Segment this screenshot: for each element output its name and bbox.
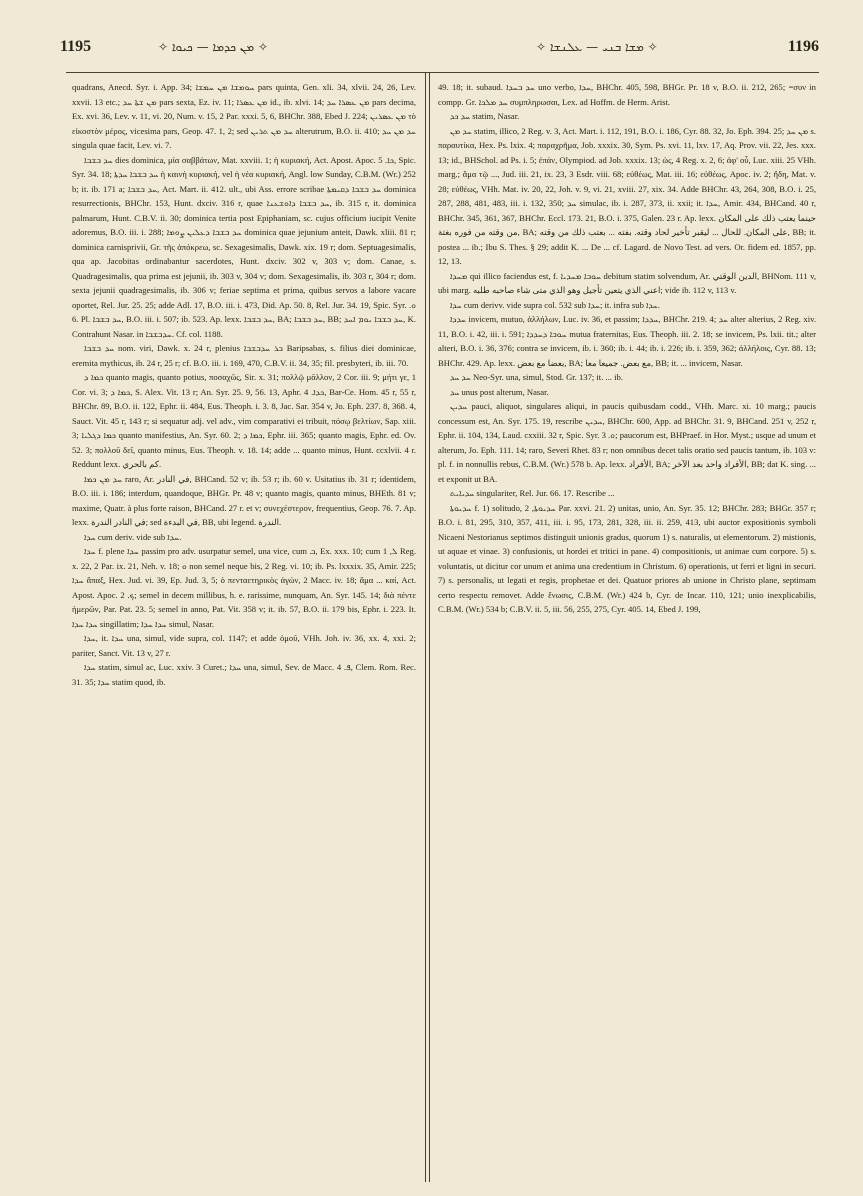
entry-paragraph: ܚܕܝܘܬܐ f. 1) solitudo, ܚܕܝܘܬܐ, 2 Par. xxvi. 21. 2) unitas, unio, An. Syr. 35. 12; BHChr. 283; BHGr. 357 r; B.O. i. 81, 295, 310, 357, 411, iii. i. 95, 173, 281, 328, iii. ii. 259, 413, ubi auctor expositionis symboli Nicaeni Nestorianus septimos distinguit unionis gradus, quorum 1) s. naturalis, ut elementorum. 2) mistionis, ut aquae et vinae. 3) confusionis, ut hordei et tritici in pane. 4) compositionis, ut animae cum corpore. 5) s. voluntatis, ut dicitur cor unum et anima una credentium in Christum. 6) operationis, ut ferri et ligni in securi. 7) s. personalis, ut legati et regis, prophetae et dei. Quatuor priores ab unione in Christo plane, septimam certo respectu removet. Adde ἕνωσις, C.B.M. (Wr.) 424 b, Cyr. de Incar. 110, 121; unio inexplicabilis, C.B.M. (Wr.) 534 b; C.B.V. ii. 5, iii. 56, 255, 275, Cyr. 405. 14, Ebed J. 199, <box>438 502 816 614</box>
entry-paragraph: ܚܕ unus post alterum, Nasar. <box>450 386 549 397</box>
right-running-title: ✧ ܡܫܐ ܒܢܝ — ܥܠܢܫܐ ✧ <box>536 40 658 54</box>
entry-paragraph: ܚܕܝܢ pauci, aliquot, singulares aliqui, in paucis quibusdam codd., VHh. Marc. xi. 10 marg.; paucis concessum est, An. Syr. 175. 19, rescribe ܚܕܝܢ, BHChr. 600, App. ad BHChr. 31. 9, BHCand. 251 v, 252 r, Ephr. ii. 104, 134, Laud. cxxiii. 32 r, Spic. Syr. ܘ. 3; paucorum est, BHPraef. in Hor. Myst.; usque ad unum et alterum, Jo. Eph. 111. 14; raro, Severi Rhet. 83 r; non omnibus decet talis oratio sed paucis tantum, ib. 103 v: pl. f. in nonnullis rebus, C.B.M. (Wr.) 578 b. Ap. lexx. الأفراد, BA; الأفراد واحد بعد الآخر, BB; dat K. sing. ... et exponit ut BA. <box>438 401 816 484</box>
entry-paragraph: ܚܕܐ cum deriv. vide sub ܚܕܐ. <box>84 531 182 542</box>
entry-paragraph: ܚܕܐ cum derivv. vide supra col. 532 sub ܚܕܐ; it. infra sub ܚܕܐ. <box>450 299 660 310</box>
right-page-number: 1196 <box>787 38 819 55</box>
entry-paragraph: ܚܕܐ, it. ܚܕܐ una, simul, vide supra, col. 1147; et adde ὁμοῦ, VHh. Joh. iv. 36, xx. 4, xxi. 2; pariter, Sanct. Vit. 13 v, 27 r. <box>72 633 416 658</box>
entry-paragraph: ܚܕܝܐܝܬ singulariter, Rel. Jur. 66. 17. Rescribe ... <box>450 488 615 498</box>
entry-paragraph: ܚܕܐ f. plene ܚܕܐ passim pro adv. usurpatur semel, una vice, cum ܒ, Ex. xxx. 10; cum ܠ, 1 Reg. x. 22, 2 Par. ix. 21, Neh. v. 18; ܘ non semel neque bis, 2 Reg. vi. 10; ib. Ps. lxxxix. 35, Amir. 225; ܚܕܐ ἅπαξ, Hex. Jud. vi. 39, Ep. Jud. 3, 5; ὁ πενταετηρικὸς ἀγών, 2 Macc. iv. 18; ἅμα ... καί, Act. Apost. Apoc. ܟ. 2; semel in decem millibus, h. e. rarissime, nunquam, An. Syr. 145. 14; διὰ πέντε ἡμερῶν, Par. Pat. 23. 5; semel in anno, Pat. Vit. 358 v; it. ib. 57, B.O. ii. 179 bis, Ephr. i. 223. It. ܚܕܐ ܚܕܐ singillatim; ܚܕܐ ܚܕܐ simul, Nasar. <box>72 546 416 629</box>
entry-paragraph: ܚܕ ܡܢ ܟܡܐ raro, Ar. في النادر, BHCand. 52 v; ib. 53 r; ib. 60 v. Usitatius ib. 31 r; identidem, B.O. iii. i. 186; interdum, quandoque, BHGr. Pr. 48 v; quanto magis, quanto minus, BHEth. 81 v; maxime, Quatr. à plus forte raison, BHCand. 27 r. et v; συνεχέστερον, frequentius, Geop. 76. 7. Ap. lexx. في النادر الندرة; sed في البدءة, BB, ubi legend. الندرة. <box>72 473 416 527</box>
entry-paragraph: ܚܕ ܟܕ statim, Nasar. <box>450 111 520 121</box>
page-header <box>60 38 819 62</box>
left-column <box>72 80 416 1182</box>
entry-paragraph: ܚܕ ܒܫܒܐ dies dominica, μία σαββάτων, Mat. xxviii. 1; ἡ κυριακή, Act. Apost. Apoc. ܟܐ. 5, Spic. Syr. 34. 18; ܚܕ ܒܫܒܐ ܚܕܬܐ ἡ καινὴ κυριακή, vel ἡ νέα κυριακή, Angl. low Sunday, C.B.M. (Wr.) 252 b; it. ib. 171 a; ܚܕ ܒܫܒܐ, Act. Mart. ii. 412. ult., ubi Ass. errore scribae ܚܕ ܒܫܒܐ ܕܩܝܡܬܐ dominica resurrectionis, BHChr. 153, Hunt. dxciv. 316 r, quae ܚܕ ܒܫܒܐ ܕܐܘܫܥܢܐ, ib. 315 r, it. dominica palmarum, Hunt. C.B.V. ii. 30; dominica tertia post Epiphaniam, sc. cujus officium iucipit Venite adoremus, B.O. iii. i. 288; ܚܕ ܒܫܒܐ ܕܥܠܝܢ ܨܘܡܐ dominica quae jejunium anteit, Dawk. xliii. 81 r; dominica carnisprivii, Gr. τῆς ἀπόκρεω, sc. Sexagesimalis, Dawk. xix. 19 r; dom. Septuagesimalis, qua ap. Jacobitas ordinabantur sacerdotes, Hunt. dxciv. 302 v, 303 v; dom. Canae, s. Quadragesimalis, qua prima est jejunii, ib. 303 v, 304 v; dom. Sexagesimalis, ib. 303 r, 304 r; dom. sexta jejunii quadragesimalis, ib. 306 v; feriae septima et prima, quibus servos a labore vacare oportet, Rel. Jur. 25. 25; adde Adl. 17, B.O. iii. i. 473, Did. Ap. 50. 8, Rel. Jur. 34. 19, Spic. Syr. ܘ. 6. Pl. ܚܕ ܒܫܒܐ, B.O. iii. i. 507; ib. 523. Ap. lexx. ܚܕ ܒܫܒܐ, BA; ܚܕ ܒܫܒܐ, BB; ܚܕ ܒܫܒܐ ܝܘܡ ܐܚܕ, K. Contrahunt Nasar. in ܚܕܒܫܒܐ. Cf. col. 1188. <box>72 154 416 339</box>
entry-paragraph: ܚܕ ܡܢ statim, illico, 2 Reg. v. 3, Act. Mart. i. 112, 191, B.O. i. 186, Cyr. 88. 32, Jo. Eph. 394. 25; ܡܢ ܚܕ s. παραυτίκα, Hex. Ps. lxix. 4; παραχρῆμα, Job. xxxix. 30, Sym. Ps. xvi. 11, lxv. 17, Aq. Prov. vii. 22, Jes. xxx. 13; id., BHSchol. ad Ps. i. 5; ἐπάν, Olympiod. ad Job. xxxix. 13; ὡς, 4 Reg. x. 2, 6; ἀφ' οὗ, Luc. xiii. 25 VHh. marg.; ἅμα τῷ ..., Jud. iii. 21, ix. 23, 3 Esdr. viii. 68; εὐθέως, Mat. iii. 16; εὐθέως, Apoc. iv. 2; ἤδη, Mat. v. 28; εὐθέως, VHh. Mat. iv. 20, 22, Joh. v. 9, vi. 21, xviii. 27, xix. 34. Adde BHChr. 43, 264, 308, B.O. i. 25, 287, 288, 481, 483, iii. i. 132, 350; ܚܕ simulac, ib. i. 287, 373, ii. xxii; it. ܚܕܐ, Amir. 434, BHCand. 40 r, BHChr. 345, 361, 367, BHChr. Eccl. 173. 21, B.O. i. 375, Galen. 23 r. Ap. lexx. حينما يعتب ذلك على المكان من وقته من فوره بغتة, BA; على المكان. للحال ... ليقبر تأخير لحاد وقته. بفته ... بعتب ذلك من وقته, BB; it. postea ... ib.; Ibu S. Thes. § 29; addit K. ... De ... cf. Lagard. de Novo Test. ad vers. Or. fidem ed. 1857, pp. 12, 13. <box>438 125 816 266</box>
entry-paragraph: ܚܕܕܐ invicem, mutuo, ἀλλήλων, Luc. iv. 36, et passim; ܚܕܕܐ, BHChr. 219. 4; ܚܕ alter alterius, 2 Reg. xiv. 11, B.O. i. 42, iii. i. 591; ܚܘܒܐ ܕܚܕܕܐ mutua fraternitas, Eus. Theoph. iii. 2. 18; se invicem, Ps. lxii. tit.; alter alteri, B.O. i. 36, 376; contra se invicem, ib. i. 360; ib. i. 44; ib. i. 226; ib. i. 359, 362; ἀλλήλοις, Cyr. 88. 13; BHChr. 429. Ap. lexx. بعضا مع بعض, BA; مع بعض. جميعا معا, BB; it. ... invicem, Nasar. <box>438 314 816 368</box>
column-divider <box>425 72 430 1182</box>
entry-paragraph: ܚܕ ܚܕ Neo-Syr. una, simul, Stod. Gr. 137; it. ... ib. <box>450 372 623 382</box>
entry-paragraph: 49. 18; it. subaud. ܚܕ ܒܚܕܐ uno verbo, ܚܕܐ, BHChr. 405, 598, BHGr. Pr. 18 v, B.O. ii. 212, 265; =συν in compp. Gr. ܚܕ ܡܠܟܐ συμπληρωσαι, Lex. ad Hoffm. de Herm. Arist. <box>438 82 816 107</box>
entry-paragraph: ܡܚܕܐ qui illico faciendus est, f. ܚܘܒܐ ܡܚܕܝܐ debitum statim solvendum, Ar. الدين الوقتي, BHNom. 111 v, ubi marg. اعني الذي يتعين تأجيل وهو الذي متى شاء صاحبه طلبه; vide ib. 112 v, 113 v. <box>438 270 816 295</box>
entry-paragraph: ܚܕ ܒܫܒܐ nom. viri, Dawk. x. 24 r, plenius ܒܪ ܚܕܒܫܒܐ Baripsabas, s. filius diei dominicae, eremita mythicus, ib. 24 r, 25 r; cf. B.O. iii. i. 169, 470, C.B.V. ii. 34, 35; fil. presbyteri, ib. iii. 70. <box>72 343 416 368</box>
entry-paragraph: quadrans, Anecd. Syr. i. App. 34; ܚܘܡܫܐ ܡܢ ܚܡܫܐ pars quinta, Gen. xli. 34, xlvii. 24, 26, Lev. xxvii. 13 etc.; ܡܢ ܫܬܐ ܚܕ pars sexta, Ez. iv. 11; ܡܢ ܥܣܪܐ id., ib. xlvi. 14; ܡܢ ܥܣܪܐ ܚܕ pars decima, Ex. xvi. 36, Lev. v. 11, vi. 20, Num. v. 15, 2 Par. xxxi. 5, 6, BHChr. 388, Ebed J. 224; ܡܢ ܥܣܪܝܢ τὸ εἰκοστὸν μέρος, vicesima pars, Geop. 47. 1, 2; sed ܚܕ ܡܢ ܬܪܝܢ alterutrum, B.O. ii. 410; ܚܕ ܡܢ ܚܕ singula quae facit, Lev. vi. 7. <box>72 82 416 150</box>
right-column <box>438 80 816 1182</box>
left-running-title: ✧ ܡܢ ܟܕܡܐ — ܟܝܘܐ ✧ <box>158 40 269 54</box>
header-rule <box>66 72 819 73</box>
entry-paragraph: ܚܕܐ statim, simul ac, Luc. xxiv. 3 Curet.; ܚܕܐ una, simul, Sev. de Macc. ܦ. 4, Clem. Rom. Rec. 31. 35; ܚܕܐ statim quod, ib. <box>72 662 416 687</box>
entry-paragraph: ܟܡܐ ܕ quanto magis, quanto potius, ποσαχῶς, Sir. x. 31; πολλῷ μᾶλλον, 2 Cor. iii. 9; μήτι γε, 1 Cor. vi. 3; ܟܡܐ ܕ, S. Alex. Vit. 13 r; An. Syr. 25. 9, 56. 13, Aphr. ܟܕܐ. 4, Bar-Ce. Hom. 45 r, 55 r, BHChr. 89, B.O. ii. 122, Ephr. ii. 484, Eus. Theoph. i. 3. 8, Jac. Sar. 354 v, Jo. Eph. 237. 8, 368. 4, Sauct. Vit. 45 r, 143 r; si sequatur adj. vel adv., vim comparativi ei tribuit, πόσῳ βελτίων, Sap. xiii. 3; ܟܡܐ ܕܓܠܝܐ quanto manifestius, An. Syr. 60. 2; ܟܡܐ ܕ, Ephr. iii. 365; quanto magis, Ephr. ed. Ov. 52. 3; πολλοῦ δεῖ, quanto minus, Eus. Theoph. v. 18. 14; adde ... quanto minus, Hunt. ccxlvii. 4 r. Reddunt lexx. كم بالحري. <box>72 372 416 469</box>
left-page-number: 1195 <box>60 38 92 55</box>
